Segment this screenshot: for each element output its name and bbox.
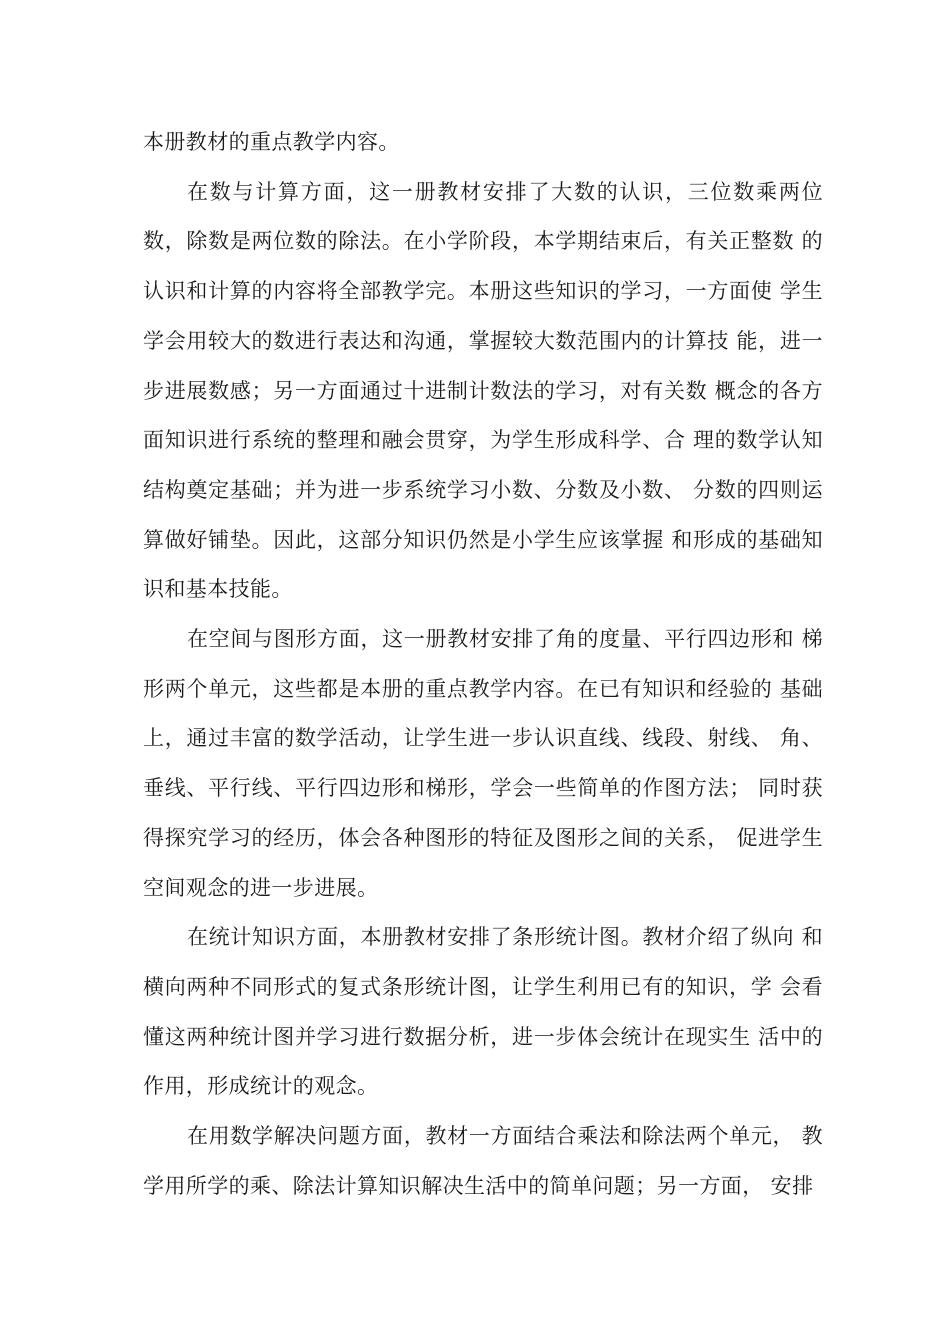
- paragraph-number-and-calculation: 在数与计算方面，这一册教材安排了大数的认识，三位数乘两位数，除数是两位数的除法。在小学阶段，本学期结束后，有关正整数 的认识和计算的内容将全部教学完。本册这些知识的学习，一方面使 学生学会用较大的数进行表达和沟通，掌握较大数范围内的计算技 能，进一步进展数感；另一方面通过十进制计数法的学习，对有关数 概念的各方面知识进行系统的整理和融会贯穿，为学生形成科学、合 理的数学认知结构奠定基础；并为进一步系统学习小数、分数及小数、 分数的四则运算做好铺垫。因此，这部分知识仍然是小学生应该掌握 和形成的基础知识和基本技能。: [143, 179, 823, 602]
- document-body: [143, 118, 823, 1211]
- paragraph-problem-solving: 在用数学解决问题方面，教材一方面结合乘法和除法两个单元， 教学用所学的乘、除法计算知识解决生活中的简单问题；另一方面， 安排: [143, 1124, 823, 1198]
- paragraph-continuation: 本册教材的重点教学内容。: [143, 130, 400, 154]
- paragraph-statistics: 在统计知识方面，本册教材安排了条形统计图。教材介绍了纵向 和横向两种不同形式的复式条形统计图，让学生利用已有的知识，学 会看懂这两种统计图并学习进行数据分析，进一步体会统计在现实生 活中的作用，形成统计的观念。: [143, 925, 823, 1099]
- paragraph-space-and-geometry: 在空间与图形方面，这一册教材安排了角的度量、平行四边形和 梯形两个单元，这些都是本册的重点教学内容。在已有知识和经验的 基础上，通过丰富的数学活动，让学生进一步认识直线、线段、射线、 角、垂线、平行线、平行四边形和梯形，学会一些简单的作图方法； 同时获得探究学习的经历，体会各种图形的特征及图形之间的关系， 促进学生空间观念的进一步进展。: [143, 627, 823, 900]
